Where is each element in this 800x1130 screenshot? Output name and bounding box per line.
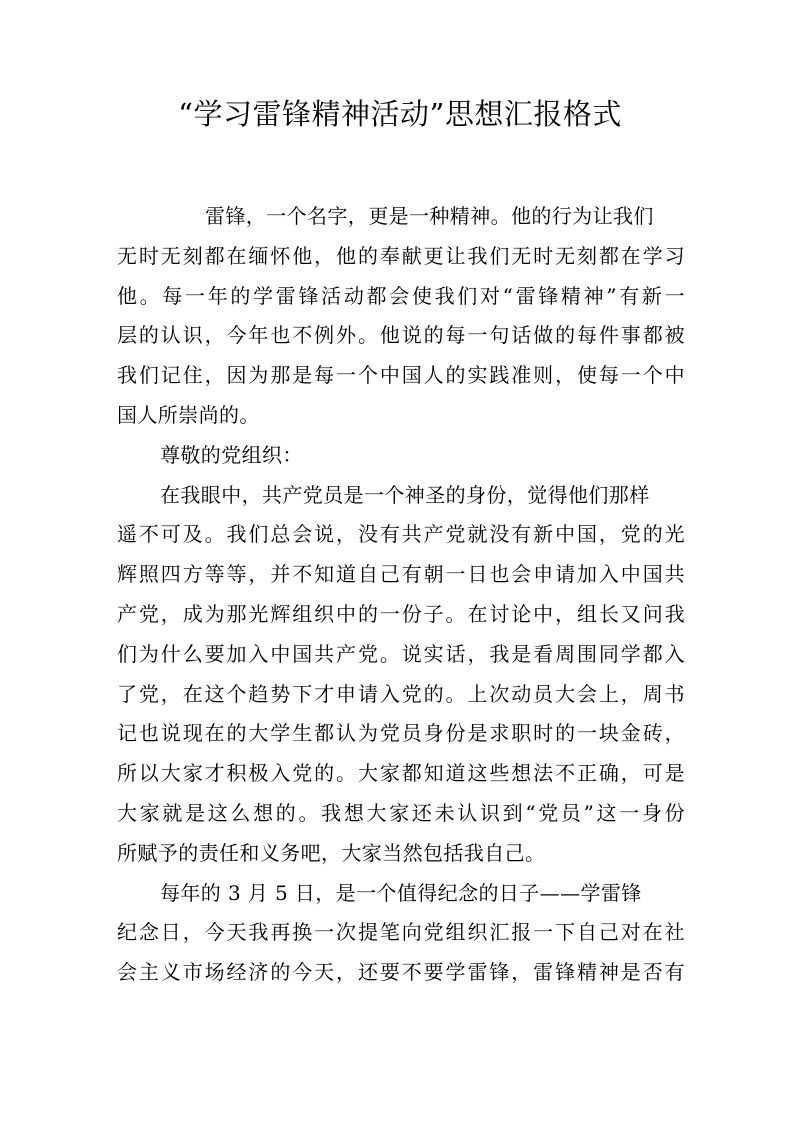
paragraph-line: 雷锋，一个名字，更是一种精神。他的行为让我们	[205, 204, 654, 228]
paragraph-line: 纪念日，今天我再换一次提笔向党组织汇报一下自己对在社	[117, 920, 685, 945]
paragraph-line: 国人所崇尚的。	[117, 402, 260, 427]
paragraph-line: 他。每一年的学雷锋活动都会使我们对“雷锋精神”有新一	[117, 283, 685, 308]
paragraph-line: 大家就是这么想的。我想大家还未认识到“党员”这一身份	[117, 800, 685, 825]
document-title: “学习雷锋精神活动”思想汇报格式	[178, 97, 622, 131]
document-body	[117, 197, 685, 993]
salutation-line: 尊敬的党组织：	[160, 442, 303, 467]
paragraph-line: 辉照四方等等，并不知道自己有朝一日也会申请加入中国共	[117, 562, 685, 587]
paragraph-line: 所以大家才积极入党的。大家都知道这些想法不正确，可是	[117, 761, 685, 786]
paragraph-line: 了党，在这个趋势下才申请入党的。上次动员大会上，周书	[117, 681, 685, 706]
paragraph-line: 我们记住，因为那是每一个中国人的实践准则，使每一个中	[117, 363, 685, 388]
paragraph-line: 会主义市场经济的今天，还要不要学雷锋，雷锋精神是否有	[117, 960, 685, 985]
paragraph-line: 在我眼中，共产党员是一个神圣的身份，觉得他们那样	[160, 482, 650, 507]
paragraph-line: 每年的 3 月 5 日，是一个值得纪念的日子——学雷锋	[160, 880, 642, 905]
paragraph-line: 无时无刻都在缅怀他，他的奉献更让我们无时无刻都在学习	[117, 243, 685, 268]
paragraph-line: 所赋予的责任和义务吧，大家当然包括我自己。	[117, 840, 546, 865]
paragraph-line: 记也说现在的大学生都认为党员身份是求职时的一块金砖，	[117, 721, 685, 746]
paragraph-line: 们为什么要加入中国共产党。说实话，我是看周围同学都入	[117, 641, 685, 666]
paragraph-line: 层的认识，今年也不例外。他说的每一句话做的每件事都被	[117, 323, 685, 348]
paragraph-line: 遥不可及。我们总会说，没有共产党就没有新中国，党的光	[117, 522, 685, 547]
paragraph-line: 产党，成为那光辉组织中的一份子。在讨论中，组长又问我	[117, 601, 685, 626]
